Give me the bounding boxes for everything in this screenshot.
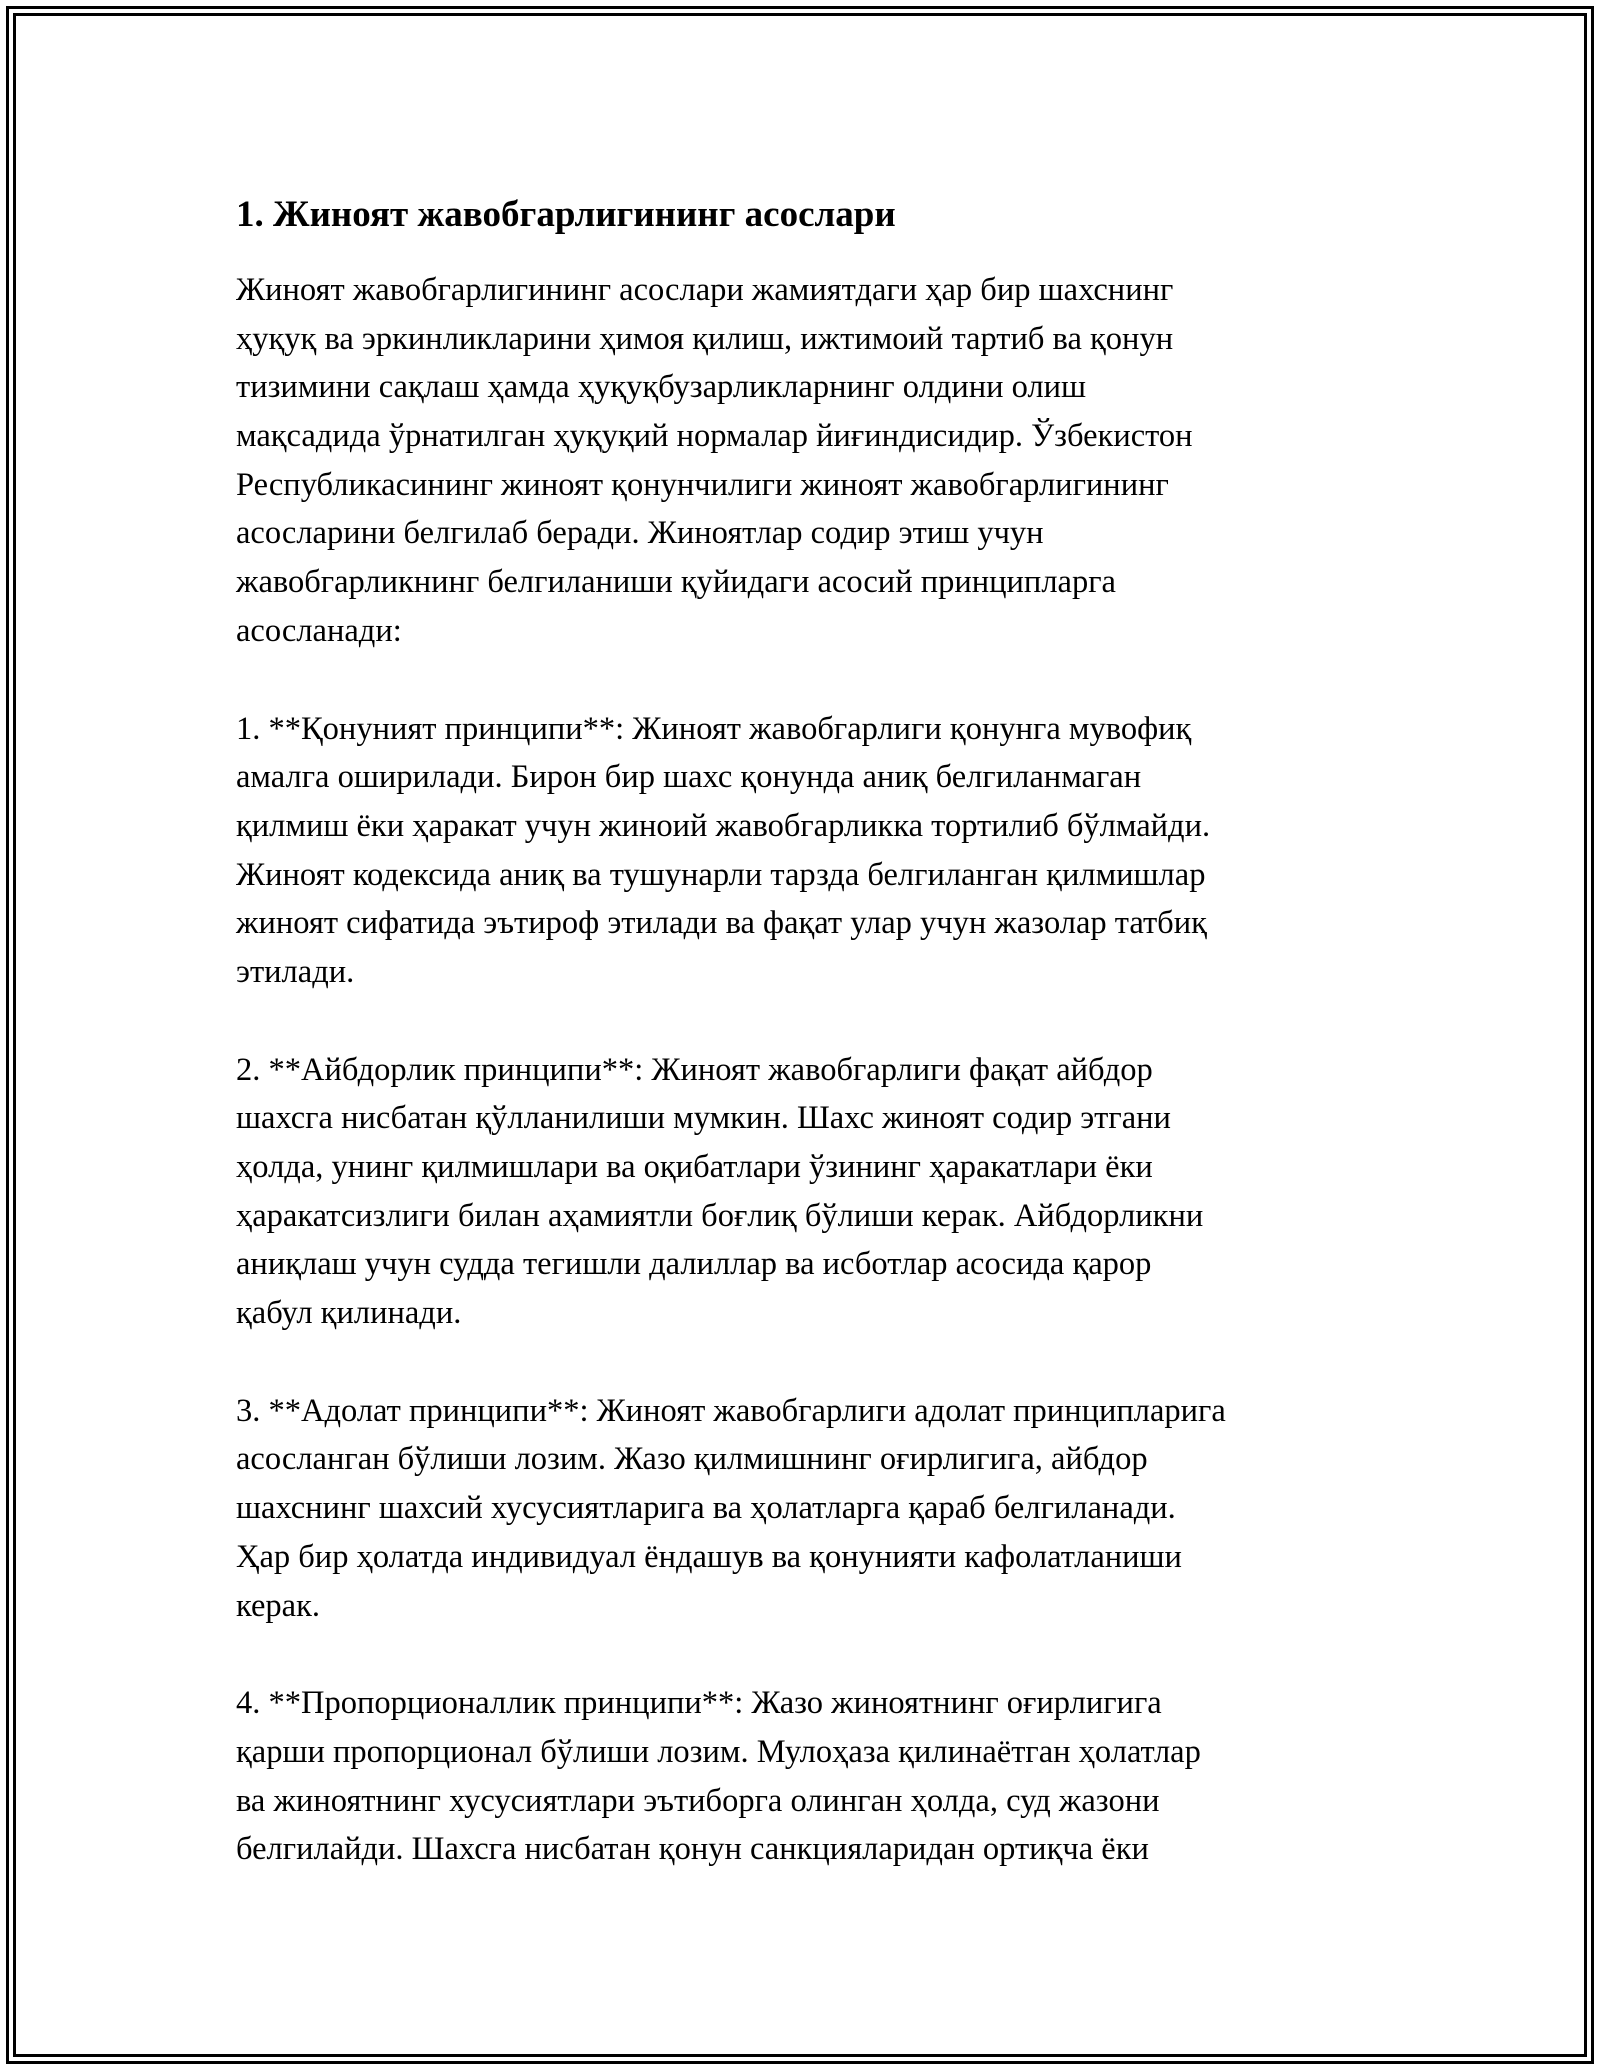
text-line: ҳуқуқ ва эркинликларини ҳимоя қилиш, ижтимоий тартиб ва қонун [236, 320, 1174, 357]
text-line: этилади. [236, 953, 355, 990]
text-line: асосланган бўлиши лозим. Жазо қилмишнинг оғирлигига, айбдор [236, 1441, 1148, 1478]
text-line: 4. **Пропорционаллик принципи**: Жазо жиноятнинг оғирлигига [236, 1685, 1162, 1722]
text-line: керак. [236, 1587, 320, 1624]
text-line: асосларини белгилаб беради. Жиноятлар содир этиш учун [236, 515, 1044, 552]
text-line: шахсга нисбатан қўлланилиши мумкин. Шахс жиноят содир этгани [236, 1100, 1171, 1137]
text-line: қабул қилинади. [236, 1295, 462, 1332]
text-line: қарши пропорционал бўлиши лозим. Мулоҳаза қилинаётган ҳолатлар [236, 1733, 1201, 1770]
text-line: Жиноят кодексида аниқ ва тушунарли тарзда белгиланган қилмишлар [236, 856, 1206, 893]
text-line: ҳолда, унинг қилмишлари ва оқибатлари ўзининг ҳаракатлари ёки [236, 1149, 1153, 1185]
text-line: 3. **Адолат принципи**: Жиноят жавобгарлиги адолат принципларига [236, 1392, 1226, 1429]
text-line: белгилайди. Шахсга нисбатан қонун санкцияларидан ортиқча ёки [236, 1831, 1149, 1868]
text-line: тизимини сақлаш ҳамда ҳуқуқбузарликларнинг олдини олиш [236, 369, 1087, 406]
text-line: ва жиноятнинг хусусиятлари эътиборга олинган ҳолда, суд жазони [236, 1782, 1160, 1819]
section-heading: 1. Жиноят жавобгарлигининг асослари [236, 194, 896, 235]
text-line: Республикасининг жиноят қонунчилиги жиноят жавобгарлигининг [236, 466, 1169, 503]
text-line: мақсадида ўрнатилган ҳуқуқий нормалар йиғиндисидир. Ўзбекистон [236, 418, 1193, 455]
text-line: қилмиш ёки ҳаракат учун жиноий жавобгарликка тортилиб бўлмайди. [236, 807, 1211, 844]
text-line: Жиноят жавобгарлигининг асослари жамиятдаги ҳар бир шахснинг [236, 272, 1174, 308]
text-line: жиноят сифатида эътироф этилади ва фақат улар учун жазолар татбиқ [236, 905, 1207, 942]
guilt-principle-paragraph [236, 1046, 1376, 1338]
text-line: аниқлаш учун судда тегишли далиллар ва исботлар асосида қарор [236, 1246, 1152, 1283]
text-line: асосланади: [236, 612, 402, 649]
text-line: Ҳар бир ҳолатда индивидуал ёндашув ва қонунияти кафолатланиши [236, 1538, 1182, 1575]
text-line: жавобгарликнинг белгиланиши қуйидаги асосий принципларга [236, 564, 1116, 601]
intro-paragraph [236, 266, 1376, 656]
document-body [236, 186, 1376, 1923]
text-line: ҳаракатсизлиги билан аҳамиятли боғлиқ бўлиши керак. Айбдорликни [236, 1197, 1204, 1234]
text-line: 1. **Қонуният принципи**: Жиноят жавобгарлиги қонунга мувофиқ [236, 710, 1192, 747]
text-line: шахснинг шахсий хусусиятларига ва ҳолатларга қараб белгиланади. [236, 1490, 1176, 1527]
text-line: амалга оширилади. Бирон бир шахс қонунда аниқ белгиланмаган [236, 759, 1142, 796]
text-line: 2. **Айбдорлик принципи**: Жиноят жавобгарлиги фақат айбдор [236, 1051, 1153, 1088]
legality-principle-paragraph [236, 705, 1376, 997]
justice-principle-paragraph [236, 1387, 1376, 1630]
proportionality-principle-paragraph [236, 1679, 1376, 1874]
